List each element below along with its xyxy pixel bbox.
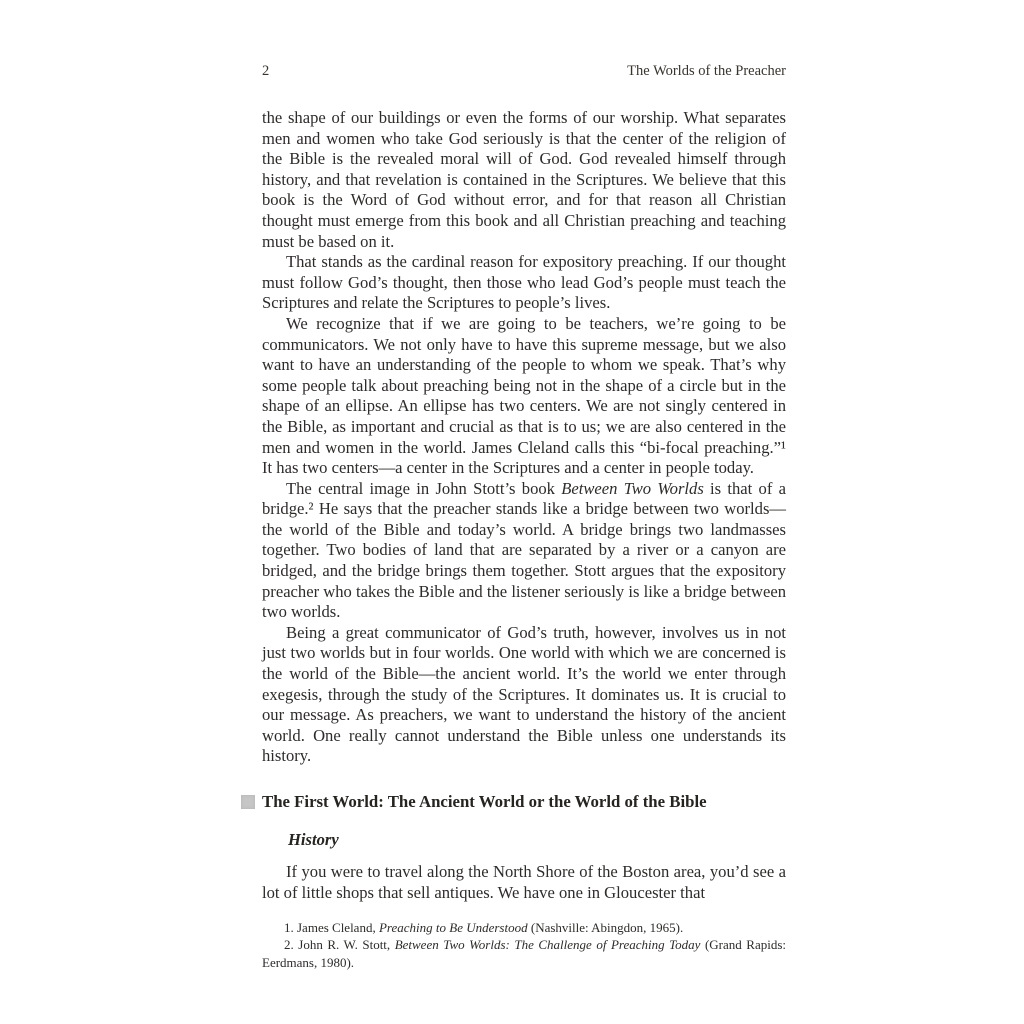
footnotes — [262, 919, 786, 971]
running-title: The Worlds of the Preacher — [627, 63, 786, 79]
paragraph: the shape of our buildings or even the forms of our worship. What separates men and women who take God seriously is that the center of the religion of the Bible is the revealed moral will of God. God revealed himself through history, and that revelation is contained in the Scriptures. We believe that this book is the Word of God without error, and for that reason all Christian thought must emerge from this book and all Christian preaching and teaching must be based on it. — [262, 108, 786, 251]
page-content — [262, 62, 786, 971]
page-header — [262, 62, 786, 80]
footnote: 2. John R. W. Stott, Between Two Worlds: The Challenge of Preaching Today (Grand Rapids: Eerdmans, 1980). — [262, 937, 786, 970]
paragraph: If you were to travel along the North Shore of the Boston area, you’d see a lot of little shops that sell antiques. We have one in Gloucester that — [262, 862, 786, 902]
footnote: 1. James Cleland, Preaching to Be Understood (Nashville: Abingdon, 1965). — [284, 920, 684, 936]
paragraph: The central image in John Stott’s book Between Two Worlds is that of a bridge.² He says that the preacher stands like a bridge between two worlds—the world of the Bible and today’s world. A bridge brings two landmasses together. Two bodies of land that are separated by a river or a canyon are bridged, and the bridge brings them together. Stott argues that the expository preacher who takes the Bible and the listener seriously is like a bridge between two worlds. — [262, 478, 786, 622]
paragraph: We recognize that if we are going to be teachers, we’re going to be communicators. We not only have to have this supreme message, but we also want to have an understanding of the people to whom we speak. That’s why some people talk about preaching being not in the shape of a circle but in the shape of an ellipse. An ellipse has two centers. We are not singly centered in the Bible, as important and crucial as that is to us; we are also centered in the men and women in the world. James Cleland calls this “bi-focal preaching.”¹ It has two centers—a center in the Scriptures and a center in people today. — [262, 313, 786, 478]
paragraph: That stands as the cardinal reason for expository preaching. If our thought must follow God’s thought, then those who lead God’s people must teach the Scriptures and relate the Scriptures to people’s lives. — [262, 252, 786, 313]
section-heading — [262, 792, 786, 812]
square-bullet-icon — [241, 795, 255, 809]
section-heading-text: The First World: The Ancient World or the World of the Bible — [262, 792, 707, 811]
subsection-heading: History — [288, 830, 339, 849]
page-number: 2 — [262, 63, 270, 79]
body-text — [262, 108, 786, 767]
paragraph: Being a great communicator of God’s truth, however, involves us in not just two worlds but in four worlds. One world with which we are concerned is the world of the Bible—the ancient world. It’s the world we enter through exegesis, through the study of the Scriptures. It dominates us. It is crucial to our message. As preachers, we want to understand the history of the ancient world. One really cannot understand the Bible unless one understands its history. — [262, 622, 786, 766]
